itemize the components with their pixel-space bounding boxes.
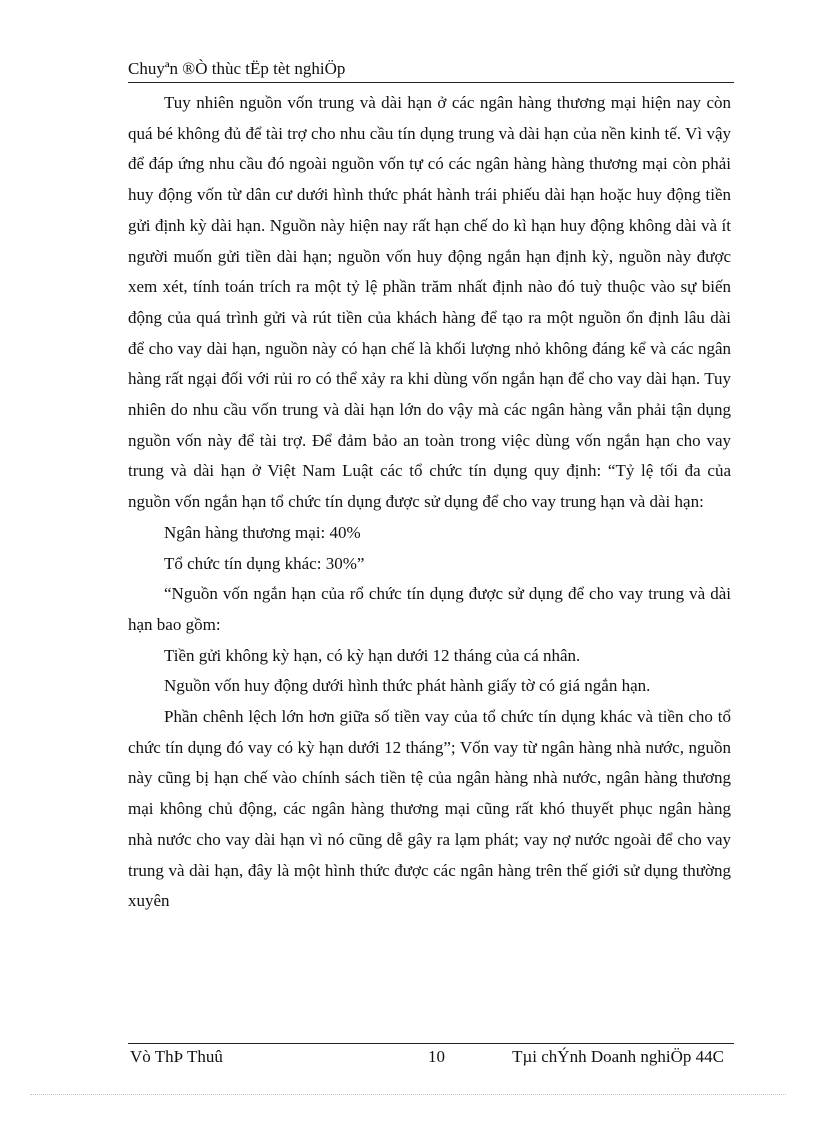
page-bottom-divider [30,1094,786,1095]
footer-author: Vò ThÞ Thuû [130,1047,223,1066]
page-footer [128,1043,734,1070]
paragraph-5: Tiền gửi không kỳ hạn, có kỳ hạn dưới 12 tháng của cá nhân. [164,645,581,665]
paragraph-7: Phần chênh lệch lớn hơn giữa số tiền vay của tổ chức tín dụng khác và tiền cho tổ chức tín dụng đó vay có kỳ hạn dưới 12 tháng”; Vốn vay từ ngân hàng nhà nước, nguồn này cũng bị hạn chế vào chính sách tiền tệ của ngân hàng nhà nước, ngân hàng thương mại không chủ động, các ngân hàng thương mại cũng rất khó thuyết phục ngân hàng nhà nước cho vay dài hạn vì nó cũng dễ gây ra lạm phát; vay nợ nước ngoài để cho vay trung và dài hạn, đây là một hình thức được các ngân hàng trên thế giới sử dụng thường xuyên [128,707,731,911]
paragraph-3: Tổ chức tín dụng khác: 30%” [164,553,365,573]
body-text [128,88,731,917]
footer-class-label: Tµi chÝnh Doanh nghiÖp 44C [512,1047,724,1066]
page-header [128,56,734,83]
header-title: Chuyªn ®Ò thùc tËp tèt nghiÖp [128,59,346,78]
paragraph-4: “Nguồn vốn ngắn hạn của rổ chức tín dụng được sử dụng để cho vay trung và dài hạn bao gồm: [128,584,731,634]
paragraph-1: Tuy nhiên nguồn vốn trung và dài hạn ở các ngân hàng thương mại hiện nay còn quá bé không đủ để tài trợ cho nhu cầu tín dụng trung và dài hạn của nền kinh tế. Vì vậy để đáp ứng nhu cầu đó ngoài nguồn vốn tự có các ngân hàng hàng thương mại còn phải huy động vốn từ dân cư dưới hình thức phát hành trái phiếu dài hạn hoặc huy động tiền gửi định kỳ dài hạn. Nguồn này hiện nay rất hạn chế do kì hạn huy động không dài và ít người muốn gửi tiền dài hạn; nguồn vốn huy động ngắn hạn định kỳ, nguồn này được xem xét, tính toán trích ra một tỷ lệ phần trăm nhất định nào đó tuỳ thuộc vào sự biến động của quá trình gửi và rút tiền của khách hàng để tạo ra một nguồn ổn định lâu dài để cho vay dài hạn, nguồn này có hạn chế là khối lượng nhỏ không đáng kể và các ngân hàng rất ngại đối với rủi ro có thể xảy ra khi dùng vốn ngắn hạn để cho vay dài hạn. Tuy nhiên do nhu cầu vốn trung và dài hạn lớn do vậy mà các ngân hàng vẫn phải tận dụng nguồn vốn này để tài trợ. Để đảm bảo an toàn trong việc dùng vốn ngắn hạn cho vay trung và dài hạn ở Việt Nam Luật các tổ chức tín dụng quy định: “Tỷ lệ tối đa của nguồn vốn ngắn hạn tổ chức tín dụng được sử dụng để cho vay trung hạn và dài hạn: [128,93,731,512]
page-number: 10 [428,1047,445,1066]
paragraph-6: Nguồn vốn huy động dưới hình thức phát hành giấy tờ có giá ngắn hạn. [164,676,651,696]
paragraph-2: Ngân hàng thương mại: 40% [164,522,361,542]
